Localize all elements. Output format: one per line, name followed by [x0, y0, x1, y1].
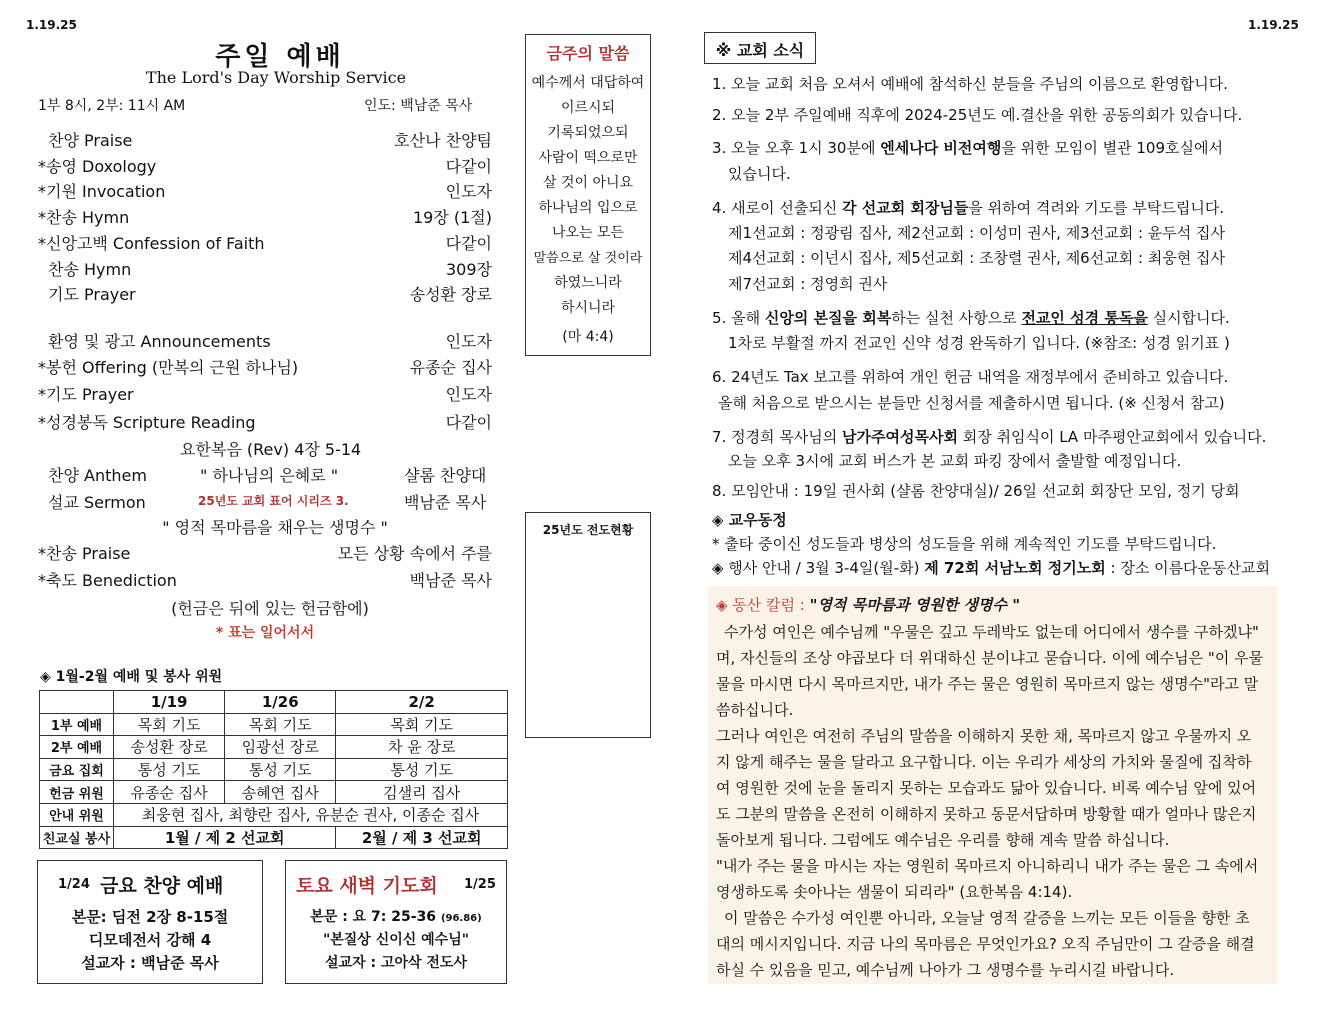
verse-reference: (마 4:4)	[562, 329, 614, 345]
saturday-sermon: "본질상 신이신 예수님"	[322, 932, 470, 948]
order-item: 찬양 Praise 호산나 찬양팀	[48, 130, 492, 150]
anthem-label: 찬양 Anthem	[48, 466, 147, 485]
table-cell: 친교실 봉사	[40, 826, 114, 849]
members-heading: ◈ 교우동정	[712, 511, 787, 529]
table-header: 2/2	[336, 691, 508, 714]
column-line: 수가성 여인은 예수님께 "우물은 깊고 두레박도 없는데 어디에서 생수를 구하겠냐"	[724, 623, 1259, 641]
table-cell: 송혜연 집사	[225, 781, 336, 804]
worship-title: 주일 예배	[215, 42, 345, 72]
verse-line: 하시니라	[560, 300, 616, 316]
news-item-3: 3. 오늘 오후 1시 30분에 엔세나다 비전여행을 위한 모임이 별관 109호실에서	[712, 139, 1223, 157]
order-item: 기도 Prayer 송성환 장로	[48, 284, 492, 304]
evangelism-title: 25년도 전도현황	[542, 523, 634, 537]
column-line: 돌아보게 됩니다. 그럼에도 예수님은 우리를 향해 계속 말씀 하십니다.	[716, 831, 1170, 849]
column-line: 도 그분의 말씀을 온전히 이해하지 못하고 동문서답하며 방황할 때가 얼마나 많은지	[716, 805, 1257, 823]
stand-note: * 표는 일어서서	[215, 625, 315, 641]
event-notice: ◈ 행사 안내 / 3월 3-4일(월-화) 제 72회 서남노회 정기노회 : 장소 이름다운동산교회	[712, 559, 1270, 577]
table-cell: 통성 기도	[114, 758, 225, 781]
worship-times: 1부 8시, 2부: 11시 AM	[38, 98, 186, 114]
anthem-choir: 샬롬 찬양대	[404, 466, 487, 485]
duty-table	[39, 690, 508, 849]
table-cell: 목회 기도	[336, 713, 508, 736]
news-item-3-cont: 있습니다.	[728, 165, 791, 183]
saturday-date: 1/25	[464, 877, 496, 892]
table-cell	[40, 691, 114, 714]
news-item-4-line: 제7선교회 : 정영희 권사	[728, 275, 888, 293]
order-item: *축도 Benediction 백남준 목사	[38, 570, 492, 590]
news-item-4-line: 제4선교회 : 이넌시 집사, 제5선교회 : 조창렬 권사, 제6선교회 : 최웅현 집사	[728, 249, 1226, 267]
weekly-verse-box	[525, 34, 651, 356]
verse-line: 하였느니라	[554, 275, 622, 291]
date-left: 1.19.25	[26, 18, 77, 32]
worship-subtitle: The Lord's Day Worship Service	[145, 68, 407, 87]
table-row	[40, 781, 508, 804]
order-item: *성경봉독 Scripture Reading 다같이	[38, 412, 492, 432]
date-right: 1.19.25	[1248, 18, 1299, 32]
table-cell: 2부 예배	[40, 736, 114, 759]
news-item-4: 4. 새로이 선출되신 각 선교회 회장님들을 위하여 격려와 기도를 부탁드립니다.	[712, 199, 1225, 217]
order-item: *봉헌 Offering (만복의 근원 하나님) 유종순 집사	[38, 357, 492, 377]
order-item: *신앙고백 Confession of Faith 다같이	[38, 233, 492, 253]
column-line: 그러나 여인은 여전히 주님의 말씀을 이해하지 못한 채, 목마르지 않고 우물까지 오	[716, 727, 1252, 745]
saturday-title: 토요 새벽 기도회	[296, 875, 438, 897]
verse-line: 이르시되	[560, 100, 616, 116]
order-item: *기도 Prayer 인도자	[38, 384, 492, 404]
column-line: 며, 자신들의 조상 야곱보다 더 위대하신 분이냐고 묻습니다. 이에 예수님은 "이 우물	[716, 649, 1264, 667]
table-row	[40, 691, 508, 714]
order-item: *찬송 Praise 모든 상황 속에서 주를	[38, 543, 492, 563]
table-cell: 목회 기도	[114, 713, 225, 736]
news-item-1: 1. 오늘 교회 처음 오셔서 예배에 참석하신 분들을 주님의 이름으로 환영합니다.	[712, 75, 1228, 93]
saturday-text: 본문 : 요 7: 25-36 (96.86)	[310, 909, 482, 925]
friday-text: 본문: 딤전 2장 8-15절	[71, 908, 229, 926]
column-line: "내가 주는 물을 마시는 자는 영원히 목마르지 아니하리니 내가 주는 물은 그 속에서	[716, 857, 1259, 875]
table-cell: 차 윤 장로	[336, 736, 508, 759]
table-cell: 임광선 장로	[225, 736, 336, 759]
table-row	[40, 826, 508, 849]
anthem-title: " 하나님의 은혜로 "	[200, 466, 339, 485]
saturday-prayer-box	[285, 860, 507, 984]
news-item-7-cont: 오늘 오후 3시에 교회 버스가 본 교회 파킹 장에서 출발할 예정입니다.	[728, 452, 1182, 470]
table-row	[40, 803, 508, 826]
verse-line: 하나님의 입으로	[538, 200, 638, 216]
table-header: 1/26	[225, 691, 336, 714]
verse-body	[526, 71, 650, 350]
sermon-title: " 영적 목마름을 채우는 생명수 "	[162, 518, 388, 537]
order-item: *기원 Invocation 인도자	[38, 181, 492, 201]
news-item-8: 8. 모임안내 : 19일 권사회 (샬롬 찬양대실)/ 26일 선교회 회장단 모임, 정기 당회	[712, 482, 1240, 500]
scripture-reference: 요한복음 (Rev) 4장 5-14	[180, 440, 362, 459]
order-item: *송영 Doxology 다같이	[38, 156, 492, 176]
table-cell: 송성환 장로	[114, 736, 225, 759]
table-cell: 1월 / 제 2 선교회	[114, 826, 336, 849]
news-item-5: 5. 올해 신앙의 본질을 회복하는 실천 사항으로 전교인 성경 통독을 실시합니다.	[712, 309, 1230, 327]
table-cell: 통성 기도	[225, 758, 336, 781]
sermon-label: 설교 Sermon	[48, 493, 146, 512]
members-text: * 출타 중이신 성도들과 병상의 성도들을 위해 계속적인 기도를 부탁드립니다.	[712, 535, 1217, 553]
column-line: 이 말씀은 수가성 여인뿐 아니라, 오늘날 영적 갈증을 느끼는 모든 이들을 향한 초	[724, 909, 1250, 927]
table-cell: 유종순 집사	[114, 781, 225, 804]
news-item-5-cont: 1차로 부활절 까지 전교인 신약 성경 완독하기 입니다. (※참조: 성경 읽기표 )	[728, 334, 1230, 352]
news-item-6-cont: 올해 처음으로 받으시는 분들만 신청서를 제출하시면 됩니다. (※ 신청서 참고)	[718, 394, 1225, 412]
verse-line: 예수께서 대답하여	[531, 75, 645, 91]
table-cell: 1부 예배	[40, 713, 114, 736]
table-cell: 최웅현 집사, 최향란 집사, 유분순 권사, 이종순 집사	[114, 803, 508, 826]
table-cell: 안내 위원	[40, 803, 114, 826]
news-item-2: 2. 오늘 2부 주일예배 직후에 2024-25년도 예.결산을 위한 공동의회가 있습니다.	[712, 106, 1243, 124]
verse-title: 금주의 말씀	[546, 44, 630, 63]
verse-line: 말씀으로 살 것이라	[533, 251, 643, 266]
sermon-series: 25년도 교회 표어 시리즈 3.	[198, 494, 349, 508]
duty-heading: ◈ 1월-2월 예배 및 봉사 위원	[40, 669, 223, 685]
friday-title: 금요 찬양 예배	[100, 875, 224, 897]
worship-leader: 인도: 백남준 목사	[364, 98, 473, 114]
evangelism-box	[525, 512, 651, 738]
order-item: 찬송 Hymn 309장	[48, 259, 492, 279]
column-line: 영생하도록 솟아나는 샘물이 되리라" (요한복음 4:14).	[716, 883, 1073, 901]
verse-line: 나오는 모든	[551, 225, 625, 241]
verse-line: 사람이 떡으로만	[538, 150, 638, 166]
news-item-7: 7. 정경희 목사님의 남가주여성목사회 회장 취임식이 LA 마주평안교회에서 있습니다.	[712, 428, 1267, 446]
friday-date: 1/24	[58, 877, 90, 892]
order-item: 환영 및 광고 Announcements 인도자	[48, 331, 492, 351]
column-heading: ◈ 동산 칼럼 : "영적 목마름과 영원한 생명수 "	[716, 596, 1021, 614]
column-line: 하실 수 있음을 믿고, 예수님께 나아가 그 생명수를 누리시길 바랍니다.	[716, 961, 1175, 979]
table-cell: 통성 기도	[336, 758, 508, 781]
offering-note: (헌금은 뒤에 있는 헌금함에)	[171, 599, 369, 618]
table-cell: 헌금 위원	[40, 781, 114, 804]
news-item-4-line: 제1선교회 : 정광림 집사, 제2선교회 : 이성미 권사, 제3선교회 : 윤두석 집사	[728, 224, 1226, 242]
news-heading-box	[704, 32, 816, 64]
table-row	[40, 713, 508, 736]
table-cell: 2월 / 제 3 선교회	[336, 826, 508, 849]
column-line: 대의 메시지입니다. 지금 나의 목마름은 무엇인가요? 오직 주님만이 그 갈증을 해결	[716, 935, 1255, 953]
sermon-preacher: 백남준 목사	[404, 493, 487, 512]
table-cell: 김샐리 집사	[336, 781, 508, 804]
table-row	[40, 736, 508, 759]
friday-preacher: 설교자 : 백남준 목사	[81, 954, 219, 972]
table-cell: 금요 집회	[40, 758, 114, 781]
column-line: 지 않게 해주는 물을 달라고 요구합니다. 이는 우리가 세상의 가치와 물질에 집착하	[716, 753, 1252, 771]
friday-worship-box	[37, 860, 263, 984]
friday-series: 디모데전서 강해 4	[88, 931, 212, 949]
news-heading: ※ 교회 소식	[715, 41, 805, 60]
saturday-preacher: 설교자 : 고아삭 전도사	[325, 955, 467, 971]
news-item-6: 6. 24년도 Tax 보고를 위하여 개인 헌금 내역을 재정부에서 준비하고 있습니다.	[712, 368, 1229, 386]
verse-line: 기록되었으되	[547, 125, 629, 141]
table-header: 1/19	[114, 691, 225, 714]
table-row	[40, 758, 508, 781]
order-item: *찬송 Hymn 19장 (1절)	[38, 207, 492, 227]
table-cell: 목회 기도	[225, 713, 336, 736]
column-line: 씀하십니다.	[716, 701, 794, 719]
column-line: 물을 마시면 다시 목마르지만, 내가 주는 물은 영원히 목마르지 않는 생명수"라고 말	[716, 675, 1259, 693]
column-line: 여 영원한 것에 눈을 돌리지 못하는 모습과도 닮아 있습니다. 비록 예수님 앞에 있어	[716, 779, 1257, 797]
verse-line: 살 것이 아니요	[542, 175, 634, 191]
